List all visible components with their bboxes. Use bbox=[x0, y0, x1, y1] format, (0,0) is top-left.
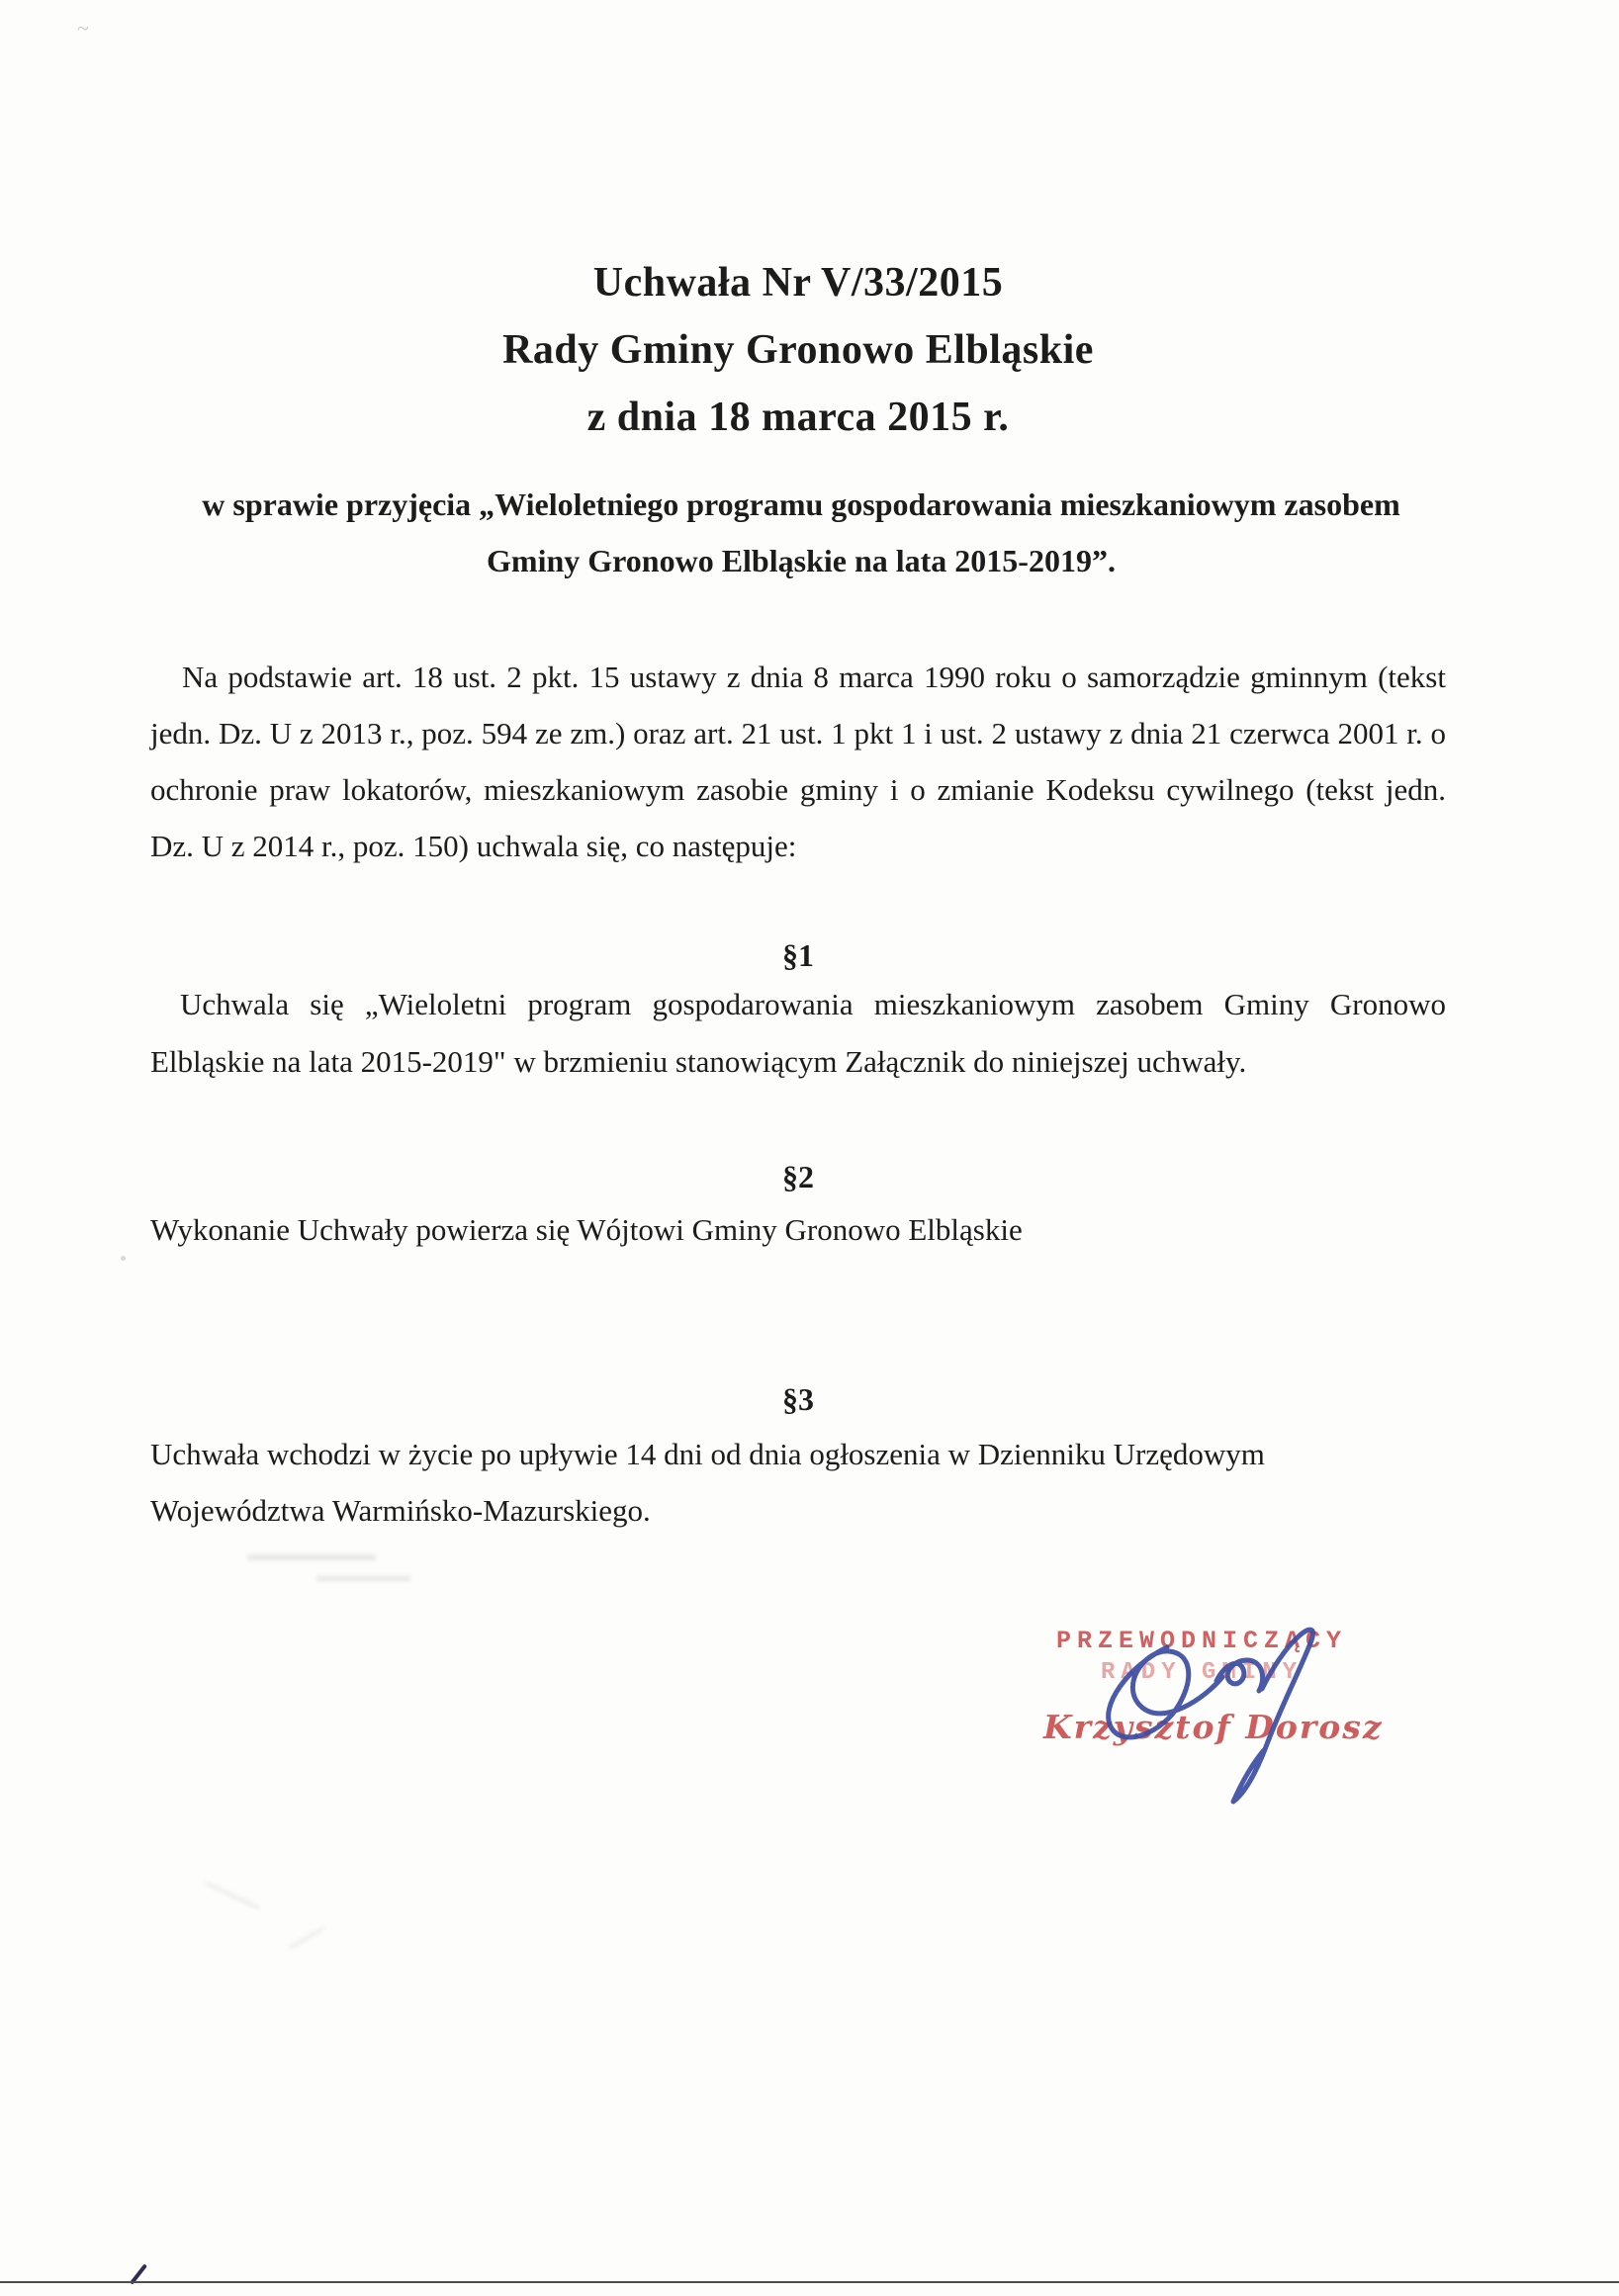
subject-line-2: Gminy Gronowo Elbląskie na lata 2015-2019”. bbox=[487, 543, 1116, 578]
signature-stroke-right bbox=[1233, 1630, 1313, 1802]
resolution-title-block bbox=[150, 249, 1446, 451]
section-2-body: Wykonanie Uchwały powierza się Wójtowi Gminy Gronowo Elbląskie bbox=[150, 1212, 1023, 1247]
scan-artifact-smudge bbox=[316, 1576, 410, 1581]
stamp-name: Krzysztof Dorosz bbox=[1043, 1708, 1384, 1746]
section-3-heading: §3 bbox=[782, 1381, 814, 1417]
scan-edge-line bbox=[0, 2281, 1619, 2283]
scan-artifact-smudge bbox=[205, 1882, 260, 1910]
scan-artifact-smudge bbox=[247, 1554, 376, 1560]
stamp-subtitle: RADY GMINY bbox=[1100, 1659, 1304, 1686]
scan-artifact-dot bbox=[121, 1256, 126, 1261]
section-1-body: Uchwala się „Wieloletni program gospodarowania mieszkaniowym zasobem Gminy Gronowo Elbląskie na lata 2015-2019" w brzmieniu stanowiącym Załącznik do niniejszej uchwały. bbox=[150, 987, 1446, 1079]
resolution-number: Uchwała Nr V/33/2015 bbox=[592, 260, 1004, 306]
section-3-body: Uchwała wchodzi w życie po upływie 14 dni od dnia ogłoszenia w Dzienniku Urzędowym Województwa Warmińsko-Mazurskiego. bbox=[150, 1437, 1265, 1528]
resolution-authority: Rady Gminy Gronowo Elbląskie bbox=[502, 327, 1094, 373]
section-1-heading: §1 bbox=[782, 937, 814, 973]
scan-artifact-tilde: ~ bbox=[77, 16, 89, 41]
subject-line-1: w sprawie przyjęcia „Wieloletniego programu gospodarowania mieszkaniowym zasobem bbox=[202, 486, 1400, 522]
signature-stroke-left bbox=[1109, 1647, 1222, 1737]
resolution-subject bbox=[109, 477, 1493, 589]
stamp-title: PRZEWODNICZĄCY bbox=[1055, 1627, 1348, 1655]
resolution-date: z dnia 18 marca 2015 r. bbox=[586, 395, 1010, 440]
section-2-heading: §2 bbox=[782, 1159, 814, 1194]
scan-artifact-smudge bbox=[289, 1926, 325, 1949]
handwritten-signature bbox=[1068, 1610, 1355, 1817]
legal-preamble: Na podstawie art. 18 ust. 2 pkt. 15 ustawy z dnia 8 marca 1990 roku o samorządzie gminnym (tekst jedn. Dz. U z 2013 r., poz. 594 ze zm.) oraz art. 21 ust. 1 pkt 1 i ust. 2 ustawy z dnia 21 czerwca 2001 r. o ochronie praw lokatorów, mieszkaniowym zasobie gminy i o zmianie Kodeksu cywilnego (tekst jedn. Dz. U z 2014 r., poz. 150) uchwala się, co następuje: bbox=[150, 660, 1446, 863]
